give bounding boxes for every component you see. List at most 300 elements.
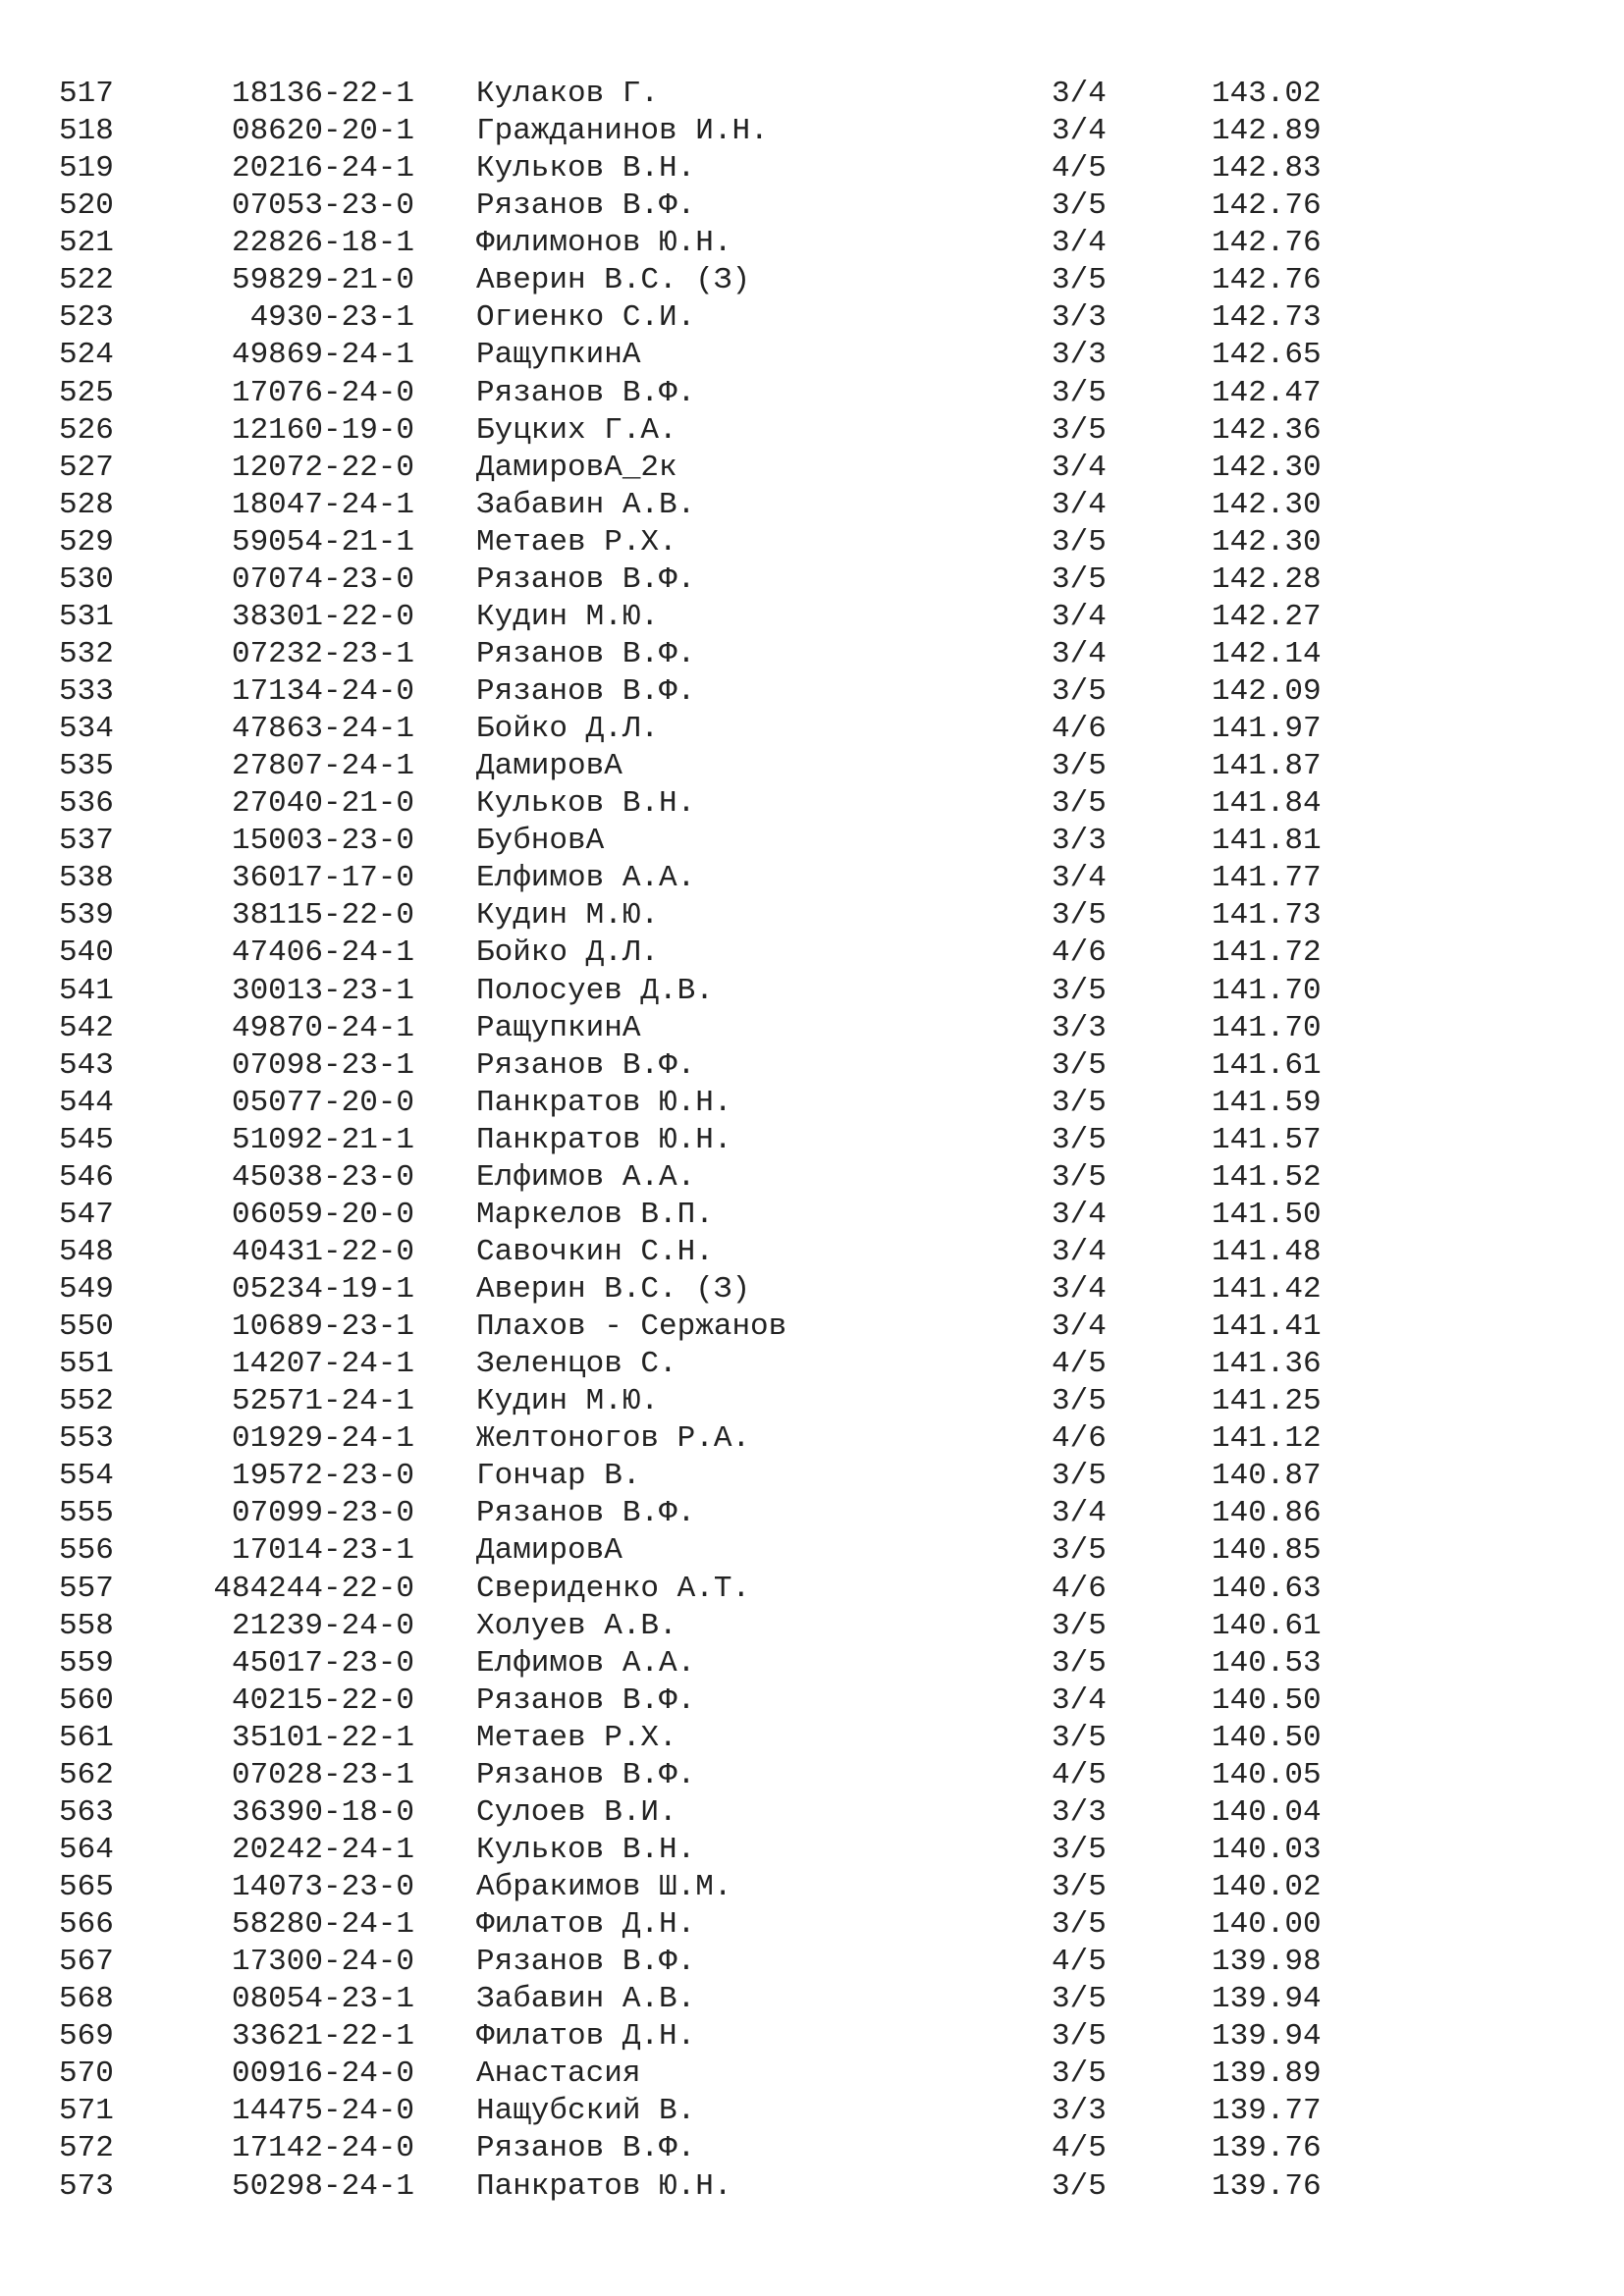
row-name: Гражданинов И.Н. — [476, 114, 769, 149]
row-name: Свериденко А.Т. — [476, 1571, 751, 1606]
row-score: 141.87 — [1212, 749, 1322, 784]
table-row — [0, 299, 1624, 337]
row-name: Бойко Д.Л. — [476, 935, 660, 971]
row-code: 17076-24-0 — [231, 375, 414, 410]
table-row — [0, 1085, 1624, 1122]
table-row — [0, 934, 1624, 972]
row-code: 17014-23-1 — [231, 1533, 414, 1569]
row-score: 141.57 — [1212, 1122, 1322, 1157]
table-row — [0, 1608, 1624, 1645]
row-name: Гончар В. — [476, 1459, 641, 1494]
row-number: 568 — [59, 1982, 114, 2017]
table-row — [0, 1010, 1624, 1047]
row-number: 527 — [59, 450, 114, 485]
row-code: 20216-24-1 — [231, 151, 414, 187]
row-ratio: 3/4 — [1052, 487, 1107, 522]
row-score: 141.61 — [1212, 1047, 1322, 1083]
row-number: 542 — [59, 1010, 114, 1045]
row-name: ДамировА — [476, 1533, 623, 1569]
row-score: 141.12 — [1212, 1421, 1322, 1457]
row-score: 140.02 — [1212, 1870, 1322, 1904]
row-ratio: 4/5 — [1052, 1757, 1107, 1792]
row-number: 570 — [59, 2056, 114, 2092]
row-code: 45017-23-0 — [231, 1645, 414, 1681]
row-ratio: 3/5 — [1052, 1047, 1107, 1083]
row-name: Рязанов В.Ф. — [476, 1047, 696, 1083]
row-ratio: 3/5 — [1052, 1832, 1107, 1867]
row-ratio: 3/5 — [1052, 1384, 1107, 1419]
row-code: 07074-23-0 — [231, 561, 414, 597]
row-number: 561 — [59, 1720, 114, 1755]
row-ratio: 3/5 — [1052, 1907, 1107, 1943]
row-code: 4930-23-1 — [249, 300, 414, 336]
row-name: Забавин А.В. — [476, 1982, 696, 2017]
results-list — [0, 76, 1624, 2206]
row-score: 142.76 — [1212, 226, 1322, 261]
row-number: 560 — [59, 1682, 114, 1718]
row-number: 545 — [59, 1122, 114, 1157]
table-row — [0, 150, 1624, 187]
row-score: 142.65 — [1212, 338, 1322, 373]
row-score: 140.04 — [1212, 1794, 1322, 1830]
row-number: 517 — [59, 77, 114, 111]
row-ratio: 3/3 — [1052, 2094, 1107, 2129]
row-name: Буцких Г.А. — [476, 412, 677, 448]
row-ratio: 3/4 — [1052, 1682, 1107, 1718]
table-row — [0, 1458, 1624, 1495]
row-score: 141.48 — [1212, 1234, 1322, 1269]
row-name: Елфимов А.А. — [476, 1645, 696, 1681]
table-row — [0, 823, 1624, 860]
row-number: 552 — [59, 1384, 114, 1419]
row-ratio: 3/5 — [1052, 786, 1107, 822]
row-ratio: 3/5 — [1052, 749, 1107, 784]
table-row — [0, 785, 1624, 823]
row-code: 33621-22-1 — [231, 2019, 414, 2055]
row-name: Анастасия — [476, 2056, 641, 2092]
row-code: 00916-24-0 — [231, 2056, 414, 2092]
row-number: 544 — [59, 1085, 114, 1120]
row-name: Сулоев В.И. — [476, 1794, 677, 1830]
row-score: 142.47 — [1212, 375, 1322, 410]
row-ratio: 3/5 — [1052, 375, 1107, 410]
row-code: 14475-24-0 — [231, 2094, 414, 2129]
row-score: 142.83 — [1212, 151, 1322, 187]
row-name: Кульков В.Н. — [476, 786, 696, 822]
row-ratio: 3/5 — [1052, 973, 1107, 1008]
table-row — [0, 1271, 1624, 1308]
row-ratio: 4/5 — [1052, 1945, 1107, 1980]
row-name: Полосуев Д.В. — [476, 973, 714, 1008]
row-score: 140.86 — [1212, 1496, 1322, 1531]
row-code: 15003-23-0 — [231, 824, 414, 859]
row-code: 52571-24-1 — [231, 1384, 414, 1419]
row-name: Кулаков Г. — [476, 77, 660, 111]
row-code: 59829-21-0 — [231, 263, 414, 298]
row-name: ДамировА — [476, 749, 623, 784]
row-number: 555 — [59, 1496, 114, 1531]
row-name: Плахов - Сержанов — [476, 1309, 787, 1345]
row-score: 141.73 — [1212, 898, 1322, 934]
row-number: 559 — [59, 1645, 114, 1681]
table-row — [0, 225, 1624, 262]
row-code: 17300-24-0 — [231, 1945, 414, 1980]
row-number: 558 — [59, 1608, 114, 1643]
row-score: 141.77 — [1212, 861, 1322, 896]
row-score: 142.09 — [1212, 674, 1322, 709]
table-row — [0, 1869, 1624, 1906]
row-code: 51092-21-1 — [231, 1122, 414, 1157]
row-score: 140.85 — [1212, 1533, 1322, 1569]
row-code: 38301-22-0 — [231, 599, 414, 634]
row-score: 141.70 — [1212, 1010, 1322, 1045]
row-name: ДамировА_2к — [476, 450, 677, 485]
row-number: 523 — [59, 300, 114, 336]
row-number: 557 — [59, 1571, 114, 1606]
row-score: 142.30 — [1212, 487, 1322, 522]
row-ratio: 3/5 — [1052, 1870, 1107, 1904]
row-number: 572 — [59, 2131, 114, 2166]
row-ratio: 3/5 — [1052, 263, 1107, 298]
row-code: 14207-24-1 — [231, 1347, 414, 1382]
row-code: 10689-23-1 — [231, 1309, 414, 1345]
row-number: 563 — [59, 1794, 114, 1830]
table-row — [0, 1532, 1624, 1570]
row-name: Метаев Р.Х. — [476, 1720, 677, 1755]
row-code: 17134-24-0 — [231, 674, 414, 709]
row-ratio: 3/5 — [1052, 2056, 1107, 2092]
row-code: 30013-23-1 — [231, 973, 414, 1008]
row-number: 541 — [59, 973, 114, 1008]
row-score: 141.59 — [1212, 1085, 1322, 1120]
table-row — [0, 524, 1624, 561]
row-name: Панкратов Ю.Н. — [476, 1122, 732, 1157]
table-row — [0, 1159, 1624, 1197]
table-row — [0, 711, 1624, 748]
row-code: 27040-21-0 — [231, 786, 414, 822]
row-code: 18047-24-1 — [231, 487, 414, 522]
row-score: 141.50 — [1212, 1197, 1322, 1232]
table-row — [0, 1720, 1624, 1757]
row-number: 535 — [59, 749, 114, 784]
row-ratio: 3/4 — [1052, 114, 1107, 149]
row-ratio: 3/4 — [1052, 1496, 1107, 1531]
row-name: РащупкинА — [476, 338, 641, 373]
row-score: 140.87 — [1212, 1459, 1322, 1494]
row-score: 141.52 — [1212, 1159, 1322, 1195]
row-ratio: 3/4 — [1052, 1272, 1107, 1307]
row-code: 05234-19-1 — [231, 1272, 414, 1307]
row-code: 06059-20-0 — [231, 1197, 414, 1232]
row-number: 525 — [59, 375, 114, 410]
row-number: 538 — [59, 861, 114, 896]
row-code: 40215-22-0 — [231, 1682, 414, 1718]
row-code: 47406-24-1 — [231, 935, 414, 971]
row-score: 142.76 — [1212, 188, 1322, 224]
table-row — [0, 76, 1624, 113]
row-number: 519 — [59, 151, 114, 187]
row-score: 139.89 — [1212, 2056, 1322, 2092]
row-score: 140.61 — [1212, 1608, 1322, 1643]
row-ratio: 3/5 — [1052, 898, 1107, 934]
row-ratio: 4/6 — [1052, 1421, 1107, 1457]
row-name: Зеленцов С. — [476, 1347, 677, 1382]
table-row — [0, 2093, 1624, 2130]
table-row — [0, 1122, 1624, 1159]
row-code: 07028-23-1 — [231, 1757, 414, 1792]
row-number: 529 — [59, 524, 114, 560]
table-row — [0, 1420, 1624, 1458]
row-name: Аверин В.С. (З) — [476, 1272, 751, 1307]
row-ratio: 3/3 — [1052, 300, 1107, 336]
table-row — [0, 2130, 1624, 2167]
row-ratio: 3/4 — [1052, 861, 1107, 896]
table-row — [0, 2168, 1624, 2206]
table-row — [0, 673, 1624, 711]
row-code: 27807-24-1 — [231, 749, 414, 784]
row-name: Савочкин С.Н. — [476, 1234, 714, 1269]
table-row — [0, 1308, 1624, 1346]
table-row — [0, 1047, 1624, 1085]
table-row — [0, 1832, 1624, 1869]
table-row — [0, 450, 1624, 487]
row-number: 571 — [59, 2094, 114, 2129]
table-row — [0, 337, 1624, 374]
row-number: 547 — [59, 1197, 114, 1232]
row-number: 533 — [59, 674, 114, 709]
row-name: Кудин М.Ю. — [476, 599, 660, 634]
row-score: 140.50 — [1212, 1720, 1322, 1755]
row-name: Кудин М.Ю. — [476, 898, 660, 934]
row-score: 139.77 — [1212, 2094, 1322, 2129]
table-row — [0, 1234, 1624, 1271]
table-row — [0, 599, 1624, 636]
row-score: 143.02 — [1212, 77, 1322, 111]
row-code: 49869-24-1 — [231, 338, 414, 373]
row-code: 12160-19-0 — [231, 412, 414, 448]
row-number: 520 — [59, 188, 114, 224]
row-number: 524 — [59, 338, 114, 373]
row-code: 35101-22-1 — [231, 1720, 414, 1755]
row-name: Рязанов В.Ф. — [476, 1496, 696, 1531]
row-number: 521 — [59, 226, 114, 261]
row-score: 142.76 — [1212, 263, 1322, 298]
table-row — [0, 1197, 1624, 1234]
row-ratio: 3/5 — [1052, 2019, 1107, 2055]
table-row — [0, 1346, 1624, 1383]
row-ratio: 3/5 — [1052, 1122, 1107, 1157]
row-number: 573 — [59, 2168, 114, 2204]
row-number: 550 — [59, 1309, 114, 1345]
row-name: Рязанов В.Ф. — [476, 2131, 696, 2166]
row-code: 38115-22-0 — [231, 898, 414, 934]
row-name: Рязанов В.Ф. — [476, 1682, 696, 1718]
row-ratio: 3/5 — [1052, 1982, 1107, 2017]
row-ratio: 3/5 — [1052, 1645, 1107, 1681]
row-number: 518 — [59, 114, 114, 149]
row-score: 139.98 — [1212, 1945, 1322, 1980]
row-name: Филимонов Ю.Н. — [476, 226, 732, 261]
row-ratio: 3/4 — [1052, 636, 1107, 671]
row-ratio: 3/5 — [1052, 1459, 1107, 1494]
table-row — [0, 1944, 1624, 1981]
row-code: 50298-24-1 — [231, 2168, 414, 2204]
row-code: 07098-23-1 — [231, 1047, 414, 1083]
row-name: Желтоногов Р.А. — [476, 1421, 751, 1457]
row-ratio: 3/4 — [1052, 1197, 1107, 1232]
row-ratio: 3/5 — [1052, 1533, 1107, 1569]
table-row — [0, 487, 1624, 524]
row-ratio: 3/5 — [1052, 524, 1107, 560]
row-score: 142.27 — [1212, 599, 1322, 634]
table-row — [0, 2018, 1624, 2056]
row-code: 05077-20-0 — [231, 1085, 414, 1120]
row-number: 553 — [59, 1421, 114, 1457]
row-code: 20242-24-1 — [231, 1832, 414, 1867]
row-score: 140.03 — [1212, 1832, 1322, 1867]
row-ratio: 4/6 — [1052, 1571, 1107, 1606]
row-number: 537 — [59, 824, 114, 859]
row-name: Панкратов Ю.Н. — [476, 2168, 732, 2204]
row-number: 531 — [59, 599, 114, 634]
table-row — [0, 375, 1624, 412]
row-ratio: 4/6 — [1052, 935, 1107, 971]
row-name: Рязанов В.Ф. — [476, 561, 696, 597]
row-code: 08620-20-1 — [231, 114, 414, 149]
table-row — [0, 1981, 1624, 2018]
table-row — [0, 897, 1624, 934]
row-name: Маркелов В.П. — [476, 1197, 714, 1232]
table-row — [0, 748, 1624, 785]
table-row — [0, 1682, 1624, 1720]
row-name: Елфимов А.А. — [476, 861, 696, 896]
row-name: Рязанов В.Ф. — [476, 636, 696, 671]
row-name: Абракимов Ш.М. — [476, 1870, 732, 1904]
row-score: 139.76 — [1212, 2168, 1322, 2204]
row-ratio: 3/5 — [1052, 2168, 1107, 2204]
row-score: 140.05 — [1212, 1757, 1322, 1792]
table-row — [0, 412, 1624, 450]
row-ratio: 3/4 — [1052, 1309, 1107, 1345]
row-ratio: 3/5 — [1052, 561, 1107, 597]
row-score: 142.28 — [1212, 561, 1322, 597]
row-code: 47863-24-1 — [231, 712, 414, 747]
row-name: Рязанов В.Ф. — [476, 1945, 696, 1980]
row-number: 546 — [59, 1159, 114, 1195]
row-number: 530 — [59, 561, 114, 597]
row-code: 17142-24-0 — [231, 2131, 414, 2166]
row-score: 141.36 — [1212, 1347, 1322, 1382]
row-ratio: 3/3 — [1052, 824, 1107, 859]
row-ratio: 3/3 — [1052, 1010, 1107, 1045]
row-code: 45038-23-0 — [231, 1159, 414, 1195]
row-name: Елфимов А.А. — [476, 1159, 696, 1195]
row-ratio: 3/4 — [1052, 77, 1107, 111]
table-row — [0, 262, 1624, 299]
row-ratio: 4/5 — [1052, 2131, 1107, 2166]
row-code: 07053-23-0 — [231, 188, 414, 224]
row-number: 532 — [59, 636, 114, 671]
row-score: 141.81 — [1212, 824, 1322, 859]
row-code: 40431-22-0 — [231, 1234, 414, 1269]
row-number: 554 — [59, 1459, 114, 1494]
row-name: РащупкинА — [476, 1010, 641, 1045]
row-code: 59054-21-1 — [231, 524, 414, 560]
row-number: 564 — [59, 1832, 114, 1867]
row-number: 528 — [59, 487, 114, 522]
row-name: Рязанов В.Ф. — [476, 1757, 696, 1792]
row-score: 139.76 — [1212, 2131, 1322, 2166]
row-score: 140.00 — [1212, 1907, 1322, 1943]
row-ratio: 3/4 — [1052, 450, 1107, 485]
row-ratio: 3/5 — [1052, 1085, 1107, 1120]
row-name: Кульков В.Н. — [476, 1832, 696, 1867]
row-number: 536 — [59, 786, 114, 822]
row-code: 18136-22-1 — [231, 77, 414, 111]
row-ratio: 3/4 — [1052, 599, 1107, 634]
table-row — [0, 860, 1624, 897]
table-row — [0, 1757, 1624, 1794]
row-number: 569 — [59, 2019, 114, 2055]
row-name: Забавин А.В. — [476, 487, 696, 522]
row-score: 141.70 — [1212, 973, 1322, 1008]
row-name: Филатов Д.Н. — [476, 1907, 696, 1943]
row-number: 543 — [59, 1047, 114, 1083]
row-name: Панкратов Ю.Н. — [476, 1085, 732, 1120]
table-row — [0, 561, 1624, 599]
table-row — [0, 636, 1624, 673]
table-row — [0, 973, 1624, 1010]
row-name: Филатов Д.Н. — [476, 2019, 696, 2055]
row-number: 548 — [59, 1234, 114, 1269]
row-name: БубновА — [476, 824, 605, 859]
row-ratio: 3/5 — [1052, 674, 1107, 709]
row-name: Нащубский В. — [476, 2094, 696, 2129]
row-code: 19572-23-0 — [231, 1459, 414, 1494]
row-ratio: 3/5 — [1052, 188, 1107, 224]
row-code: 36390-18-0 — [231, 1794, 414, 1830]
row-name: Аверин В.С. (З) — [476, 263, 751, 298]
row-number: 549 — [59, 1272, 114, 1307]
table-row — [0, 1794, 1624, 1832]
row-code: 484244-22-0 — [213, 1571, 414, 1606]
row-name: Рязанов В.Ф. — [476, 674, 696, 709]
table-row — [0, 1906, 1624, 1944]
row-code: 36017-17-0 — [231, 861, 414, 896]
table-row — [0, 1645, 1624, 1682]
row-number: 539 — [59, 898, 114, 934]
row-ratio: 3/5 — [1052, 1159, 1107, 1195]
row-ratio: 3/5 — [1052, 1720, 1107, 1755]
row-score: 141.42 — [1212, 1272, 1322, 1307]
row-score: 141.25 — [1212, 1384, 1322, 1419]
row-code: 49870-24-1 — [231, 1010, 414, 1045]
table-row — [0, 187, 1624, 225]
row-score: 139.94 — [1212, 1982, 1322, 2017]
row-name: Огиенко С.И. — [476, 300, 696, 336]
row-score: 142.36 — [1212, 412, 1322, 448]
row-score: 140.50 — [1212, 1682, 1322, 1718]
row-number: 556 — [59, 1533, 114, 1569]
row-number: 526 — [59, 412, 114, 448]
row-code: 58280-24-1 — [231, 1907, 414, 1943]
row-score: 142.30 — [1212, 524, 1322, 560]
row-name: Бойко Д.Л. — [476, 712, 660, 747]
row-ratio: 4/6 — [1052, 712, 1107, 747]
row-code: 22826-18-1 — [231, 226, 414, 261]
row-code: 12072-22-0 — [231, 450, 414, 485]
row-number: 566 — [59, 1907, 114, 1943]
